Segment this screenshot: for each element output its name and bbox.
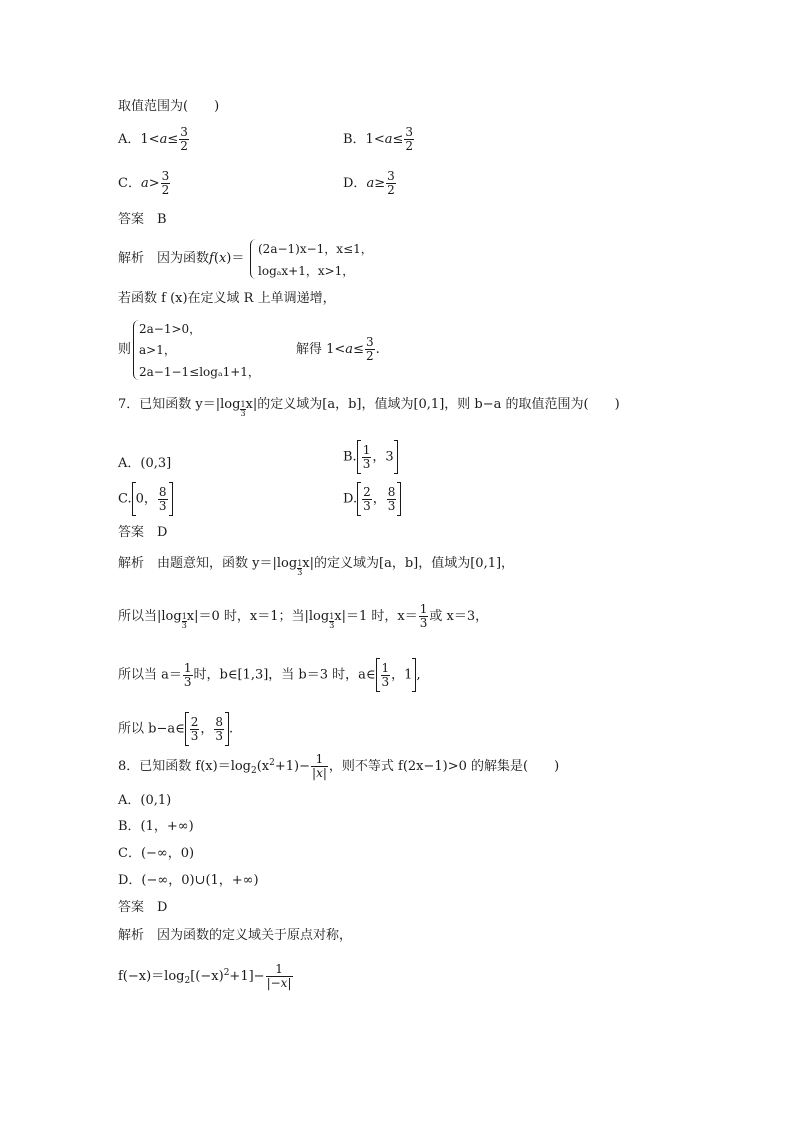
q6-option-d: D．a≥ $\frac{3}{2}$	[343, 169, 395, 197]
q6-cond-3: 2a−1−1≤logₐ1+1，	[139, 365, 260, 379]
q8-option-d: D．(−∞，0)∪(1，+∞)	[118, 873, 259, 888]
q6-answer: 答案 B	[118, 212, 167, 227]
q6-then: 则	[118, 342, 132, 357]
q7-option-b: B. $\frac{1}{3}$ ，3	[343, 440, 398, 474]
q7-option-d: D. $\frac{2}{3}$ ， $\frac{8}{3}$	[343, 482, 401, 516]
q8-stem: 8．已知函数 $f(x)=\log_2(x^2+1)-$ $\frac{1}{|x|}$ ，则不等式 f(2x−1)>0 的解集是( )	[118, 752, 560, 780]
q6-line2: 若函数 f (x)在定义域 R 上单调递增，	[118, 291, 336, 306]
q8-analysis-1: 解析 因为函数的定义域关于原点对称，	[118, 928, 353, 943]
q7-analysis-3: 所以当 a＝ $\frac{1}{3}$ 时，b∈[1,3]，当 b＝3 时，a∈ $\frac{1}{3}$ ，1 ,	[118, 658, 421, 692]
q6-analysis-lead: 解析 因为函数f(x)＝	[118, 251, 245, 266]
q8-option-b: B．(1，+∞)	[118, 819, 194, 834]
q8-analysis-2: $f(-x)=\log_2[(-x)^2+1]-$ $\frac{1}{|-x|}$	[118, 962, 292, 990]
q7-answer: 答案 D	[118, 525, 168, 540]
q7-analysis-4: 所以 b−a∈ $\frac{2}{3}$ ， $\frac{8}{3}$ .	[118, 712, 233, 746]
q7-stem: 7．已知函数 y＝|log $\frac{1}{3}x|$的定义域为[a，b]，值域为[0,1]，则 b−a 的取值范围为( )	[118, 397, 620, 418]
range-prompt: 取值范围为( )	[118, 99, 220, 114]
q6-cond-1: 2a−1>0，	[139, 322, 202, 336]
q6-option-c: C．a> $\frac{3}{2}$	[118, 169, 170, 197]
q6-cond-2: a>1，	[139, 343, 176, 357]
q6-solve: 解得 1<a≤ $\frac{3}{2}$ .	[296, 335, 380, 363]
q7-analysis-1: 解析 由题意知，函数 y＝|log $\frac{1}{3}x|$的定义域为[a，b]，值域为[0,1]，	[118, 556, 515, 577]
q8-option-c: C．(−∞，0)	[118, 846, 195, 861]
q8-answer: 答案 D	[118, 900, 168, 915]
q7-analysis-2: 所以当|log $\frac{1}{3}x|=0$ 时，x＝1；当|log $\frac{1}{3}x|=1$ 时，x＝ $\frac{1}{3}$ 或 x＝3，	[118, 602, 489, 630]
q6-option-b: B．1<a≤ $\frac{3}{2}$	[343, 125, 414, 153]
q7-option-c: C. 0， $\frac{8}{3}$	[118, 482, 173, 516]
q6-piece-1: (2a−1)x−1，x≤1，	[258, 242, 373, 256]
q6-option-a: A．1<a≤ $\frac{3}{2}$	[118, 125, 188, 153]
q7-option-a: A．(0,3]	[118, 456, 172, 471]
q6-piece-2: logₐx+1，x>1，	[258, 264, 355, 278]
q8-option-a: A．(0,1)	[118, 793, 172, 808]
